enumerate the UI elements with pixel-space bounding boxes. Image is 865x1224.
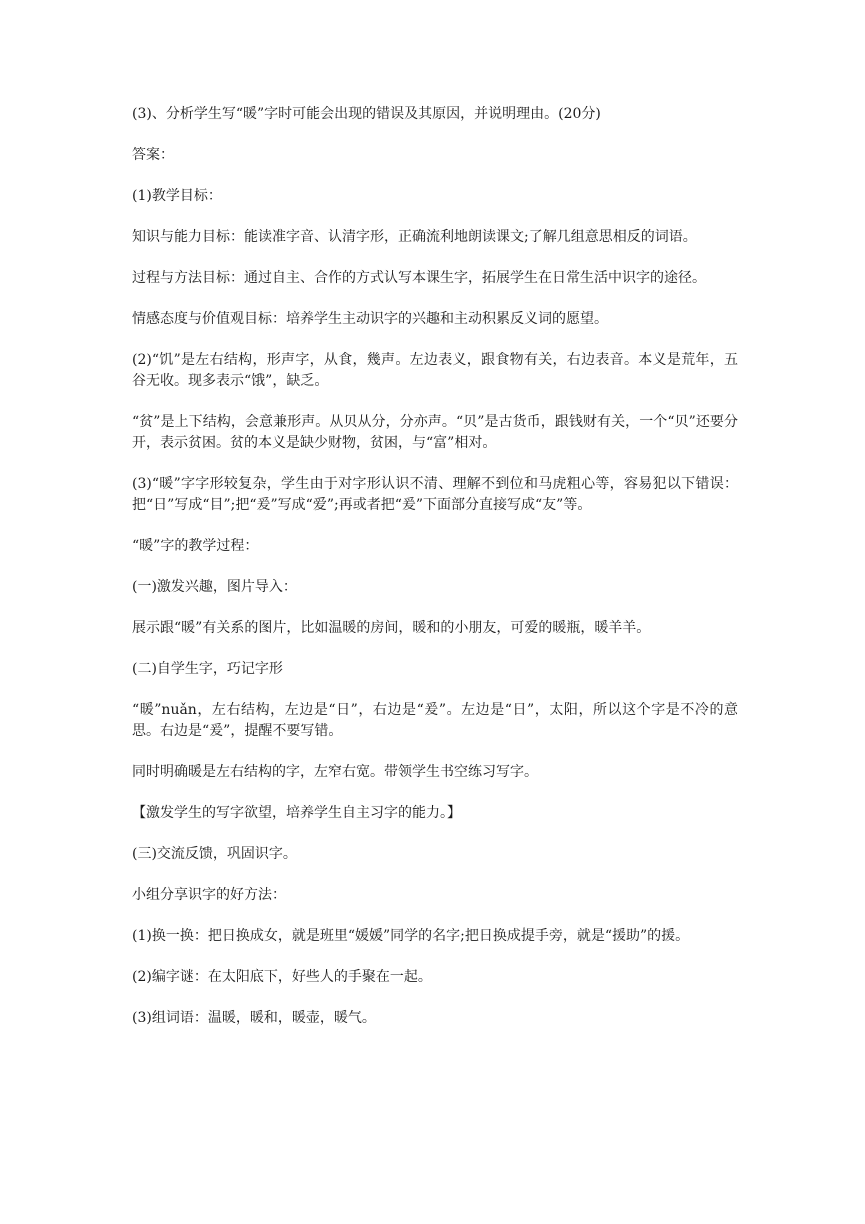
document-page — [132, 104, 738, 1049]
goal-knowledge-ability: 知识与能力目标：能读准字音、认清字形，正确流利地朗读课文;了解几组意思相反的词语。 — [132, 229, 697, 245]
section-3-nuan-errors: (3)“暖”字字形较复杂，学生由于对字形认识不清、理解不到位和马虎粗心等，容易犯以下错误：把“日”写成“目”;把“爰”写成“爱”;再或者把“爰”下面部分直接写成“友”等。 — [132, 476, 738, 513]
step-1-heading: (一)激发兴趣，图片导入： — [132, 579, 297, 595]
answer-heading: 答案： — [132, 147, 174, 163]
design-intent-note: 【激发学生的写字欲望，培养学生自主习字的能力。】 — [132, 805, 461, 821]
group-share-heading: 小组分享识字的好方法： — [132, 887, 286, 903]
question-3-prompt: (3)、分析学生写“暖”字时可能会出现的错误及其原因，并说明理由。(20分) — [132, 106, 601, 122]
goal-emotion-values: 情感态度与价值观目标：培养学生主动识字的兴趣和主动积累反义词的愿望。 — [132, 311, 608, 327]
section-1-teaching-goals-heading: (1)教学目标： — [132, 188, 222, 204]
step-1-content: 展示跟“暖”有关系的图片，比如温暖的房间，暖和的小朋友，可爱的暖瓶，暖羊羊。 — [132, 620, 651, 636]
method-2-riddle: (2)编字谜：在太阳底下，好些人的手聚在一起。 — [132, 969, 432, 985]
step-3-heading: (三)交流反馈，巩固识字。 — [132, 846, 297, 862]
nuan-teaching-process-heading: “暖”字的教学过程： — [132, 538, 259, 554]
method-1-swap: (1)换一换：把日换成女，就是班里“媛媛”同学的名字;把日换成提手旁，就是“援助”的援。 — [132, 928, 690, 944]
goal-process-method: 过程与方法目标：通过自主、合作的方式认写本课生字，拓展学生在日常生活中识字的途径。 — [132, 270, 706, 286]
method-3-word-building: (3)组词语：温暖，暖和，暖壶，暖气。 — [132, 1010, 376, 1026]
step-2-content: “暖”nuǎn，左右结构，左边是“日”，右边是“爰”。左边是“日”，太阳，所以这个字是不冷的意思。右边是“爰”，提醒不要写错。 — [132, 702, 738, 739]
step-2-heading: (二)自学生字，巧记字形 — [132, 661, 283, 677]
step-2-writing-practice: 同时明确暖是左右结构的字，左窄右宽。带领学生书空练习写字。 — [132, 764, 538, 780]
section-2-ji-analysis: (2)“饥”是左右结构，形声字，从食，幾声。左边表义，跟食物有关，右边表音。本义是荒年，五谷无收。现多表示“饿”，缺乏。 — [132, 352, 738, 389]
pin-analysis: “贫”是上下结构，会意兼形声。从贝从分，分亦声。“贝”是古货币，跟钱财有关，一个“贝”还要分开，表示贫困。贫的本义是缺少财物，贫困，与“富”相对。 — [132, 414, 738, 451]
